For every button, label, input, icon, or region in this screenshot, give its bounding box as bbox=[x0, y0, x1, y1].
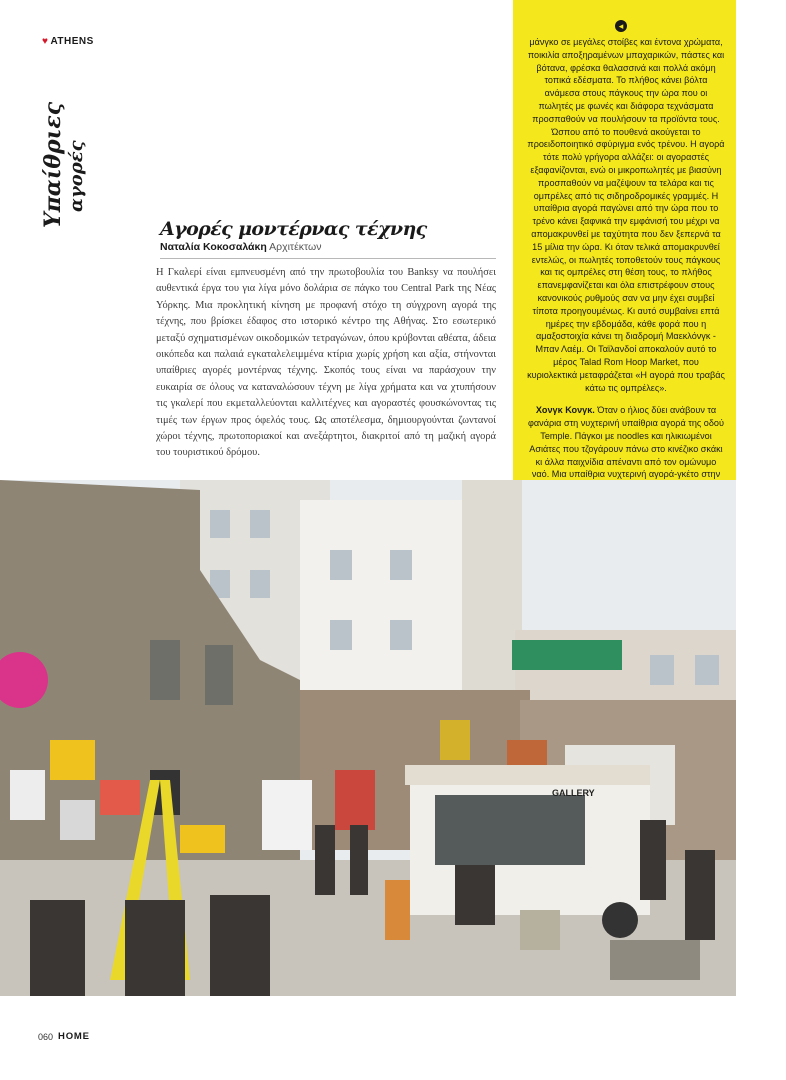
hong-kong-lead: Χονγκ Κονγκ. bbox=[535, 405, 595, 416]
arrow-left-icon: ◂ bbox=[615, 20, 627, 32]
page-number: 060 bbox=[38, 1031, 54, 1042]
market-photo-illustration bbox=[0, 480, 736, 996]
byline bbox=[160, 241, 490, 253]
article-headline: Αγορές μοντέρνας τέχνης bbox=[160, 218, 427, 240]
kicker-label: ATHENS bbox=[50, 36, 94, 47]
article-header bbox=[160, 218, 490, 253]
gallery-sign: GALLERY bbox=[552, 788, 595, 798]
section-title-line-2: αγορές bbox=[66, 140, 87, 212]
section-title-line-1: Υπαίθριες bbox=[40, 101, 66, 228]
section-title bbox=[40, 52, 88, 232]
heart-icon: ♥ bbox=[42, 36, 49, 47]
hong-kong-text: Όταν ο ήλιος δύει ανάβουν τα φανάρια στη νυχτερινή υπαίθρια αγορά της οδού Temple. Πάγκοι με noodles και ηλικιωμένοι Ασιάτες που τζογάρουν πάνω στο κινέζικο σκάκι κι άλλα παιχνίδια απέναντι από τον ομώνυμο ναό. Μια υπαίθρια νυχτερινή αγορά-γκέτο στην bbox=[528, 405, 724, 480]
green-awning bbox=[512, 640, 622, 670]
market-photo bbox=[0, 480, 736, 996]
author-role: Αρχιτέκτων bbox=[269, 241, 322, 253]
intro-paragraph: Η Γκαλερί είναι εμπνευσμένη από την πρωτοβουλία του Banksy να πουλήσει αυθεντικά έργα του για λίγα μόνο δολάρια σε πάγκο του Central Park της Νέας Υόρκης. Μια προκλητική κίνηση με προφανή στόχο τη σύγχρονη αγορά της τέχνης, που βρίσκει έδαφος στο ιστορικό κέντρο της Αθήνας. Στο εσωτερικό μεταξύ σχηματισμένων οικοδομικών τετραγώνων, όπου κρύβονται αθέατα, άδεια οικόπεδα και παλαιά εγκαταλελειμμένα κτίρια χωρίς χρήση και αξία, στήνονται υπαίθριες αγορές μοντέρνας τέχνης. Σκοπός τους είναι να παράσχουν την ευκαιρία σε όλους να καταναλώσουν τέχνη με λίγα χρήματα και να χτυπήσουν τις γκαλερί που εκμεταλλεύονται καλλιτέχνες και αγοραστές φουσκώνοντας τις τιμές των έργων προς όφελός τους. Ως αποτέλεσμα, δημιουργούνται ζωντανοί χώροι τέχνης, πρωτοποριακοί και ανεξάρτητοι, διακριτοί από τη μαζική αγορά του τουριστικού δρόμου. bbox=[156, 267, 496, 459]
van-window bbox=[435, 795, 585, 865]
sidebar-paragraph-1: μάνγκο σε μεγάλες στοίβες και έντονα χρώματα, ποικιλία αποξηραμένων μπαχαρικών, πάστες και βότανα, φρέσκα θαλασσινά και πολλά ακόμη τοπικά εδέσματα. Το πλήθος κάνει βόλτα ανάμεσα στους πάγκους την ώρα που οι πωλητές με φωνές και διάφορα τεχνάσματα προσπαθούν να πουλήσουν τα προϊόντα τους. Ώσπου από το πουθενά ακούγεται το προειδοποιητικό σφύριγμα ενός τρένου. Η αγορά τότε πολύ γρήγορα αλλάζει: οι αγοραστές εξαφανίζονται, ενώ οι μικροπωλητές με βιασύνη προσπαθούν να μαζέψουν τα τελάρα και τις ομπρέλες από τις σιδηροδρομικές γραμμές. Η υπαίθρια αγορά παγώνει από την ώρα που το τρένο κάνει ξαφνικά την εμφάνισή του μέχρι να απομακρυνθεί με ταχύτητα που δεν ξεπερνά τα 15 μίλια την ώρα. Κι όταν τελικά απομακρυνθεί εντελώς, οι πωλητές τοποθετούν τους πάγκους και τις ομπρέλες στη θέση τους, το πλήθος επανεμφανίζεται και όλα επιστρέφουν στους κανονικούς ρυθμούς σαν να μην έχει συμβεί τίποτα προηγουμένως. Κι αυτό συμβαίνει επτά ημέρες την εβδομάδα, κάθε φορά που η αμαξοστοιχία κάνει τη διαδρομή Μαεκλόνγκ - Μπαν Λαέμ. Οι Ταϊλανδοί αποκαλούν αυτό το μέρος Talad Rom Hoop Market, που κυριολεκτικά μεταφράζεται «Η αγορά που τραβάς κάτω τις ομπρέλες». bbox=[527, 37, 725, 393]
van-wheel bbox=[602, 902, 638, 938]
header-divider bbox=[160, 258, 496, 259]
magazine-brand: HOME bbox=[58, 1031, 90, 1042]
page-footer bbox=[38, 1031, 90, 1042]
author-name: Ναταλία Κοκοσαλάκη bbox=[160, 241, 267, 253]
